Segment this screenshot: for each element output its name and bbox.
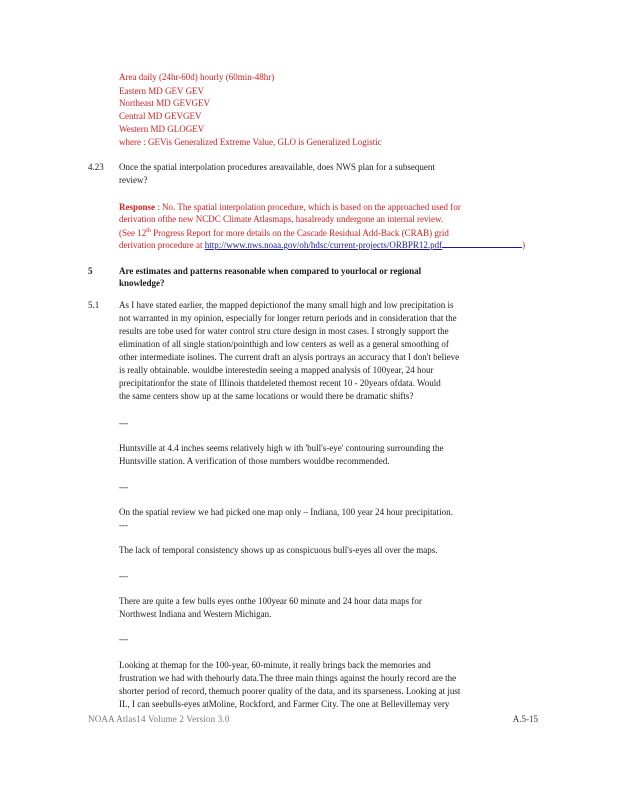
response-line-2: derivation ofthe new NCDC Climate Atlasmaps, hasalready undergone an internal review.	[119, 214, 444, 224]
looking-line-4: IL, I can seebulls-eyes atMoline, Rockford, and Farmer City. The one at Bellevillemay very	[119, 699, 450, 709]
huntsville-line-1: Huntsville at 4.4 inches seems relatively high w ith 'bull's-eye' contouring surrounding the	[119, 443, 444, 453]
codes-line-4: Central MD GEVGEV	[119, 111, 202, 121]
separator-3: ---	[119, 520, 128, 530]
temporal-consistency-line: The lack of temporal consistency shows up as conspicuous bull's-eyes all over the maps.	[119, 545, 438, 555]
bulls-eyes-line-2: Northwest Indiana and Western Michigan.	[119, 609, 272, 619]
question-4-23-line-2: review?	[119, 175, 148, 185]
separator-5: ---	[119, 634, 128, 644]
section-number-5-1: 5.1	[88, 300, 100, 310]
response-text-1: : No. The spatial interpolation procedure, which is based on the approached used for	[155, 202, 461, 212]
codes-line-2: Eastern MD GEV GEV	[119, 86, 205, 96]
codes-line-6: where : GEVis Generalized Extreme Value, GLO is Generalized Logistic	[119, 137, 382, 147]
looking-line-3: shorter period of record, themuch poorer quality of the data, and its sparseness. Looking at just	[119, 686, 461, 696]
response-text-4b: )	[522, 240, 526, 250]
looking-line-1: Looking at themap for the 100-year, 60-minute, it really brings back the memories and	[119, 660, 431, 670]
section-number-4-23: 4.23	[88, 162, 104, 172]
paragraph-5-1-line-1: As I have stated earlier, the mapped depictionof the many small high and low precipitation is	[119, 300, 454, 310]
huntsville-line-2: Huntsville station. A verification of those numbers wouldbe recommended.	[119, 456, 390, 466]
response-line-3	[119, 226, 449, 239]
response-label: Response	[119, 202, 156, 212]
paragraph-5-1-line-8: the same centers show up at the same locations or would there be dramatic shifts?	[119, 391, 414, 401]
response-line-1	[119, 202, 461, 213]
response-text-4a: derivation procedure at	[119, 240, 205, 250]
codes-line-3: Northeast MD GEVGEV	[119, 98, 210, 108]
paragraph-5-1-line-5: other intermediate isolines. The current draft an alysis portrays an accuracy that I don't believe	[119, 352, 460, 362]
paragraph-5-1-line-3: results are tobe used for water control stru cture design in most cases. I strongly support the	[119, 326, 449, 336]
spatial-review-line: On the spatial review we had picked one map only – Indiana, 100 year 24 hour precipitation.	[119, 507, 453, 517]
footer-atlas-version: NOAA Atlas14 Volume 2 Version 3.0	[88, 714, 230, 724]
response-line-4	[119, 239, 525, 251]
section-5-heading-line-1: Are estimates and patterns reasonable when compared to yourlocal or regional	[119, 266, 422, 276]
progress-report-link[interactable]: http://www.nws.noaa.gov/oh/hdsc/current-projects/ORBPR12.pdf	[204, 240, 443, 250]
paragraph-5-1-line-7: precipitationfor the state of Illinois thatdeleted themost recent 10 - 20years ofdata. Would	[119, 378, 441, 388]
question-4-23-line-1: Once the spatial interpolation procedures areavailable, does NWS plan for a subsequent	[119, 162, 435, 172]
response-text-3a: (See 12	[119, 228, 147, 238]
separator-1: ---	[119, 418, 128, 428]
link-underline-extension	[442, 239, 522, 248]
response-superscript: th	[146, 228, 151, 234]
section-5-heading-line-2: knowledge?	[119, 278, 165, 288]
bulls-eyes-line-1: There are quite a few bulls eyes onthe 100year 60 minute and 24 hour data maps for	[119, 596, 422, 606]
section-number-5: 5	[88, 266, 93, 276]
codes-line-1: Area daily (24hr-60d) hourly (60min-48hr)	[119, 72, 275, 82]
paragraph-5-1-line-2: not warranted in my opinion, especially for longer return periods and in consideration that the	[119, 313, 457, 323]
separator-4: ---	[119, 571, 128, 581]
footer-page-number: A.5-15	[512, 714, 538, 724]
response-text-3b: Progress Report for more details on the Cascade Residual Add-Back (CRAB) grid	[150, 228, 449, 238]
looking-line-2: frustration we had with thehourly data.The three main things against the hourly record are the	[119, 673, 457, 683]
separator-2: ---	[119, 482, 128, 492]
codes-line-5: Western MD GLOGEV	[119, 124, 205, 134]
paragraph-5-1-line-6: is really obtainable. wouldbe interestedin seeing a mapped analysis of 100year, 24 hour	[119, 365, 434, 375]
paragraph-5-1-line-4: elimination of all single station/pointhigh and low centers as well as a general smoothing of	[119, 339, 449, 349]
